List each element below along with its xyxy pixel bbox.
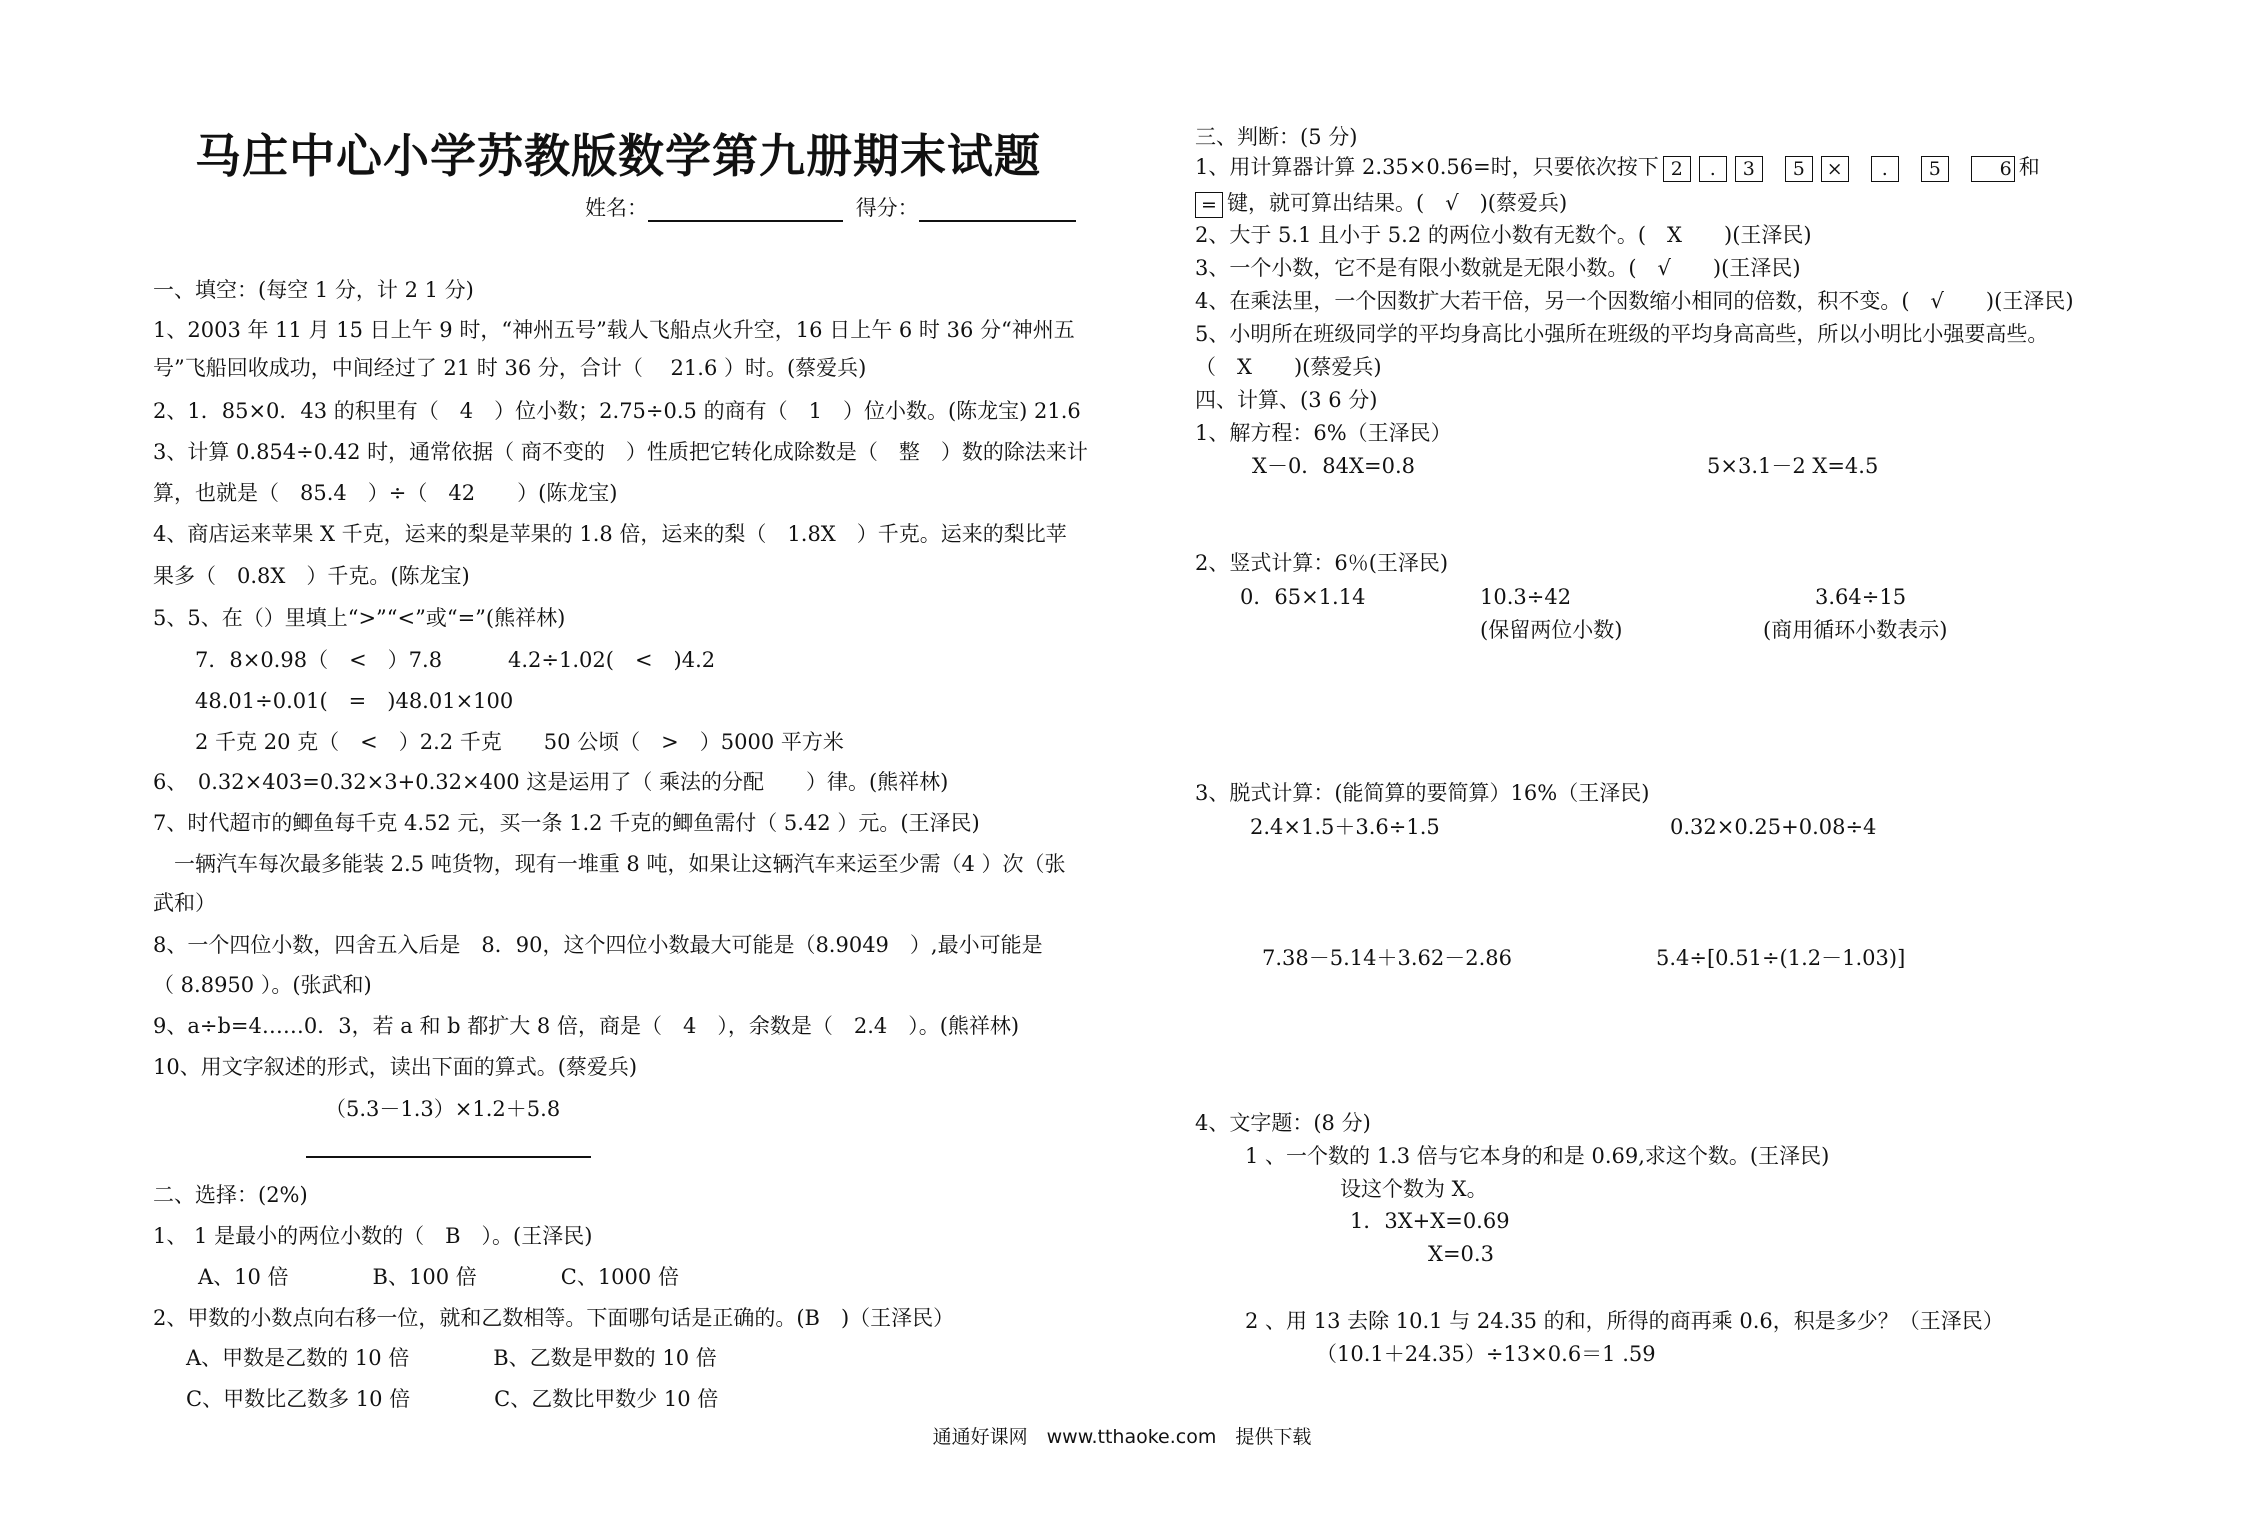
judge-2: 2、大于 5.1 且小于 5.2 的两位小数有无数个。( X )(王泽民)	[1195, 223, 1812, 247]
compute-3-b: 0.32×0.25+0.08÷4	[1670, 815, 1877, 839]
compute-2-b: 10.3÷42	[1480, 585, 1572, 609]
question-3-line-a: 3、计算 0.854÷0.42 时，通常依据（ 商不变的 ）性质把它转化成除数是（ 整 ）数的除法来计	[153, 440, 1088, 464]
judge-1-line-b	[1195, 188, 1567, 218]
word-2-answer: （10.1＋24.35）÷13×0.6＝1 .59	[1316, 1342, 1656, 1366]
word-1: 1 、一个数的 1.3 倍与它本身的和是 0.69,求这个数。(王泽民)	[1245, 1144, 1830, 1168]
name-score-line	[585, 192, 1076, 222]
question-7: 7、时代超市的鲫鱼每千克 4.52 元，买一条 1.2 千克的鲫鱼需付（ 5.42 ）元。(王泽民)	[153, 811, 980, 835]
compute-1: 1、解方程：6%（王泽民）	[1195, 421, 1452, 445]
judge-4: 4、在乘法里，一个因数扩大若干倍，另一个因数缩小相同的倍数，积不变。( √ )(王泽民)	[1195, 289, 2074, 313]
section-compute: 四、计算、(3 6 分)	[1195, 388, 1378, 412]
question-10-answer-line[interactable]	[306, 1156, 591, 1158]
name-field[interactable]	[648, 200, 843, 222]
question-6: 6、 0.32×403=0.32×3+0.32×400 这是运用了（ 乘法的分配 ）律。(熊祥林)	[153, 770, 949, 794]
calc-key-3: 3	[1735, 156, 1763, 182]
question-5-item-c: 48.01÷0.01( = )48.01×100	[195, 689, 514, 713]
question-3-line-b: 算，也就是（ 85.4 ）÷（ 42 ）(陈龙宝)	[153, 481, 618, 505]
judge-3: 3、一个小数，它不是有限小数就是无限小数。( √ )(王泽民)	[1195, 256, 1801, 280]
question-1-line-a: 1、2003 年 11 月 15 日上午 9 时，“神州五号”载人飞船点火升空，16 日上午 6 时 36 分“神州五	[153, 318, 1075, 342]
word-2: 2 、用 13 去除 10.1 与 24.35 的和，所得的商再乘 0.6，积是多少？（王泽民）	[1245, 1309, 2004, 1333]
calc-key-5: 5	[1785, 156, 1813, 182]
choice-2-options-a: A、甲数是乙数的 10 倍 B、乙数是甲数的 10 倍	[186, 1346, 717, 1370]
footer-credit: 通通好课网 www.tthaoke.com 提供下载	[932, 1426, 1312, 1448]
judge-5-line-b: （ X )(蔡爱兵)	[1195, 355, 1382, 379]
compute-3: 3、脱式计算：(能简算的要简算）16%（王泽民)	[1195, 781, 1650, 805]
choice-1: 1、 1 是最小的两位小数的（ B ）。(王泽民)	[153, 1224, 593, 1248]
name-label: 姓名：	[585, 196, 648, 220]
judge-1-text: 1、用计算器计算 2.35×0.56=时，只要依次按下	[1195, 155, 1659, 179]
section-judge: 三、判断：(5 分)	[1195, 125, 1358, 149]
question-7b-line-a: 一辆汽车每次最多能装 2.5 吨货物，现有一堆重 8 吨，如果让这辆汽车来运至少需（4 ）次（张	[153, 852, 1066, 876]
compute-2-b-note: (保留两位小数)	[1480, 618, 1623, 642]
compute-3-c: 7.38－5.14＋3.62－2.86	[1262, 946, 1513, 970]
section-choice: 二、选择：(2%)	[153, 1183, 308, 1207]
calc-key-2: 2	[1663, 156, 1691, 182]
calc-key-dot: .	[1699, 156, 1727, 182]
calc-key-times: ×	[1821, 156, 1849, 182]
word-1-step-b: 1．3X+X=0.69	[1350, 1209, 1510, 1233]
question-5-item-b: 4.2÷1.02( < )4.2	[508, 648, 716, 672]
compute-2-c: 3.64÷15	[1815, 585, 1907, 609]
compute-2-a: 0．65×1.14	[1240, 585, 1366, 609]
question-1-line-b: 号”飞船回收成功，中间经过了 21 时 36 分，合计（ 21.6 ）时。(蔡爱兵)	[153, 356, 867, 380]
word-1-step-c: X=0.3	[1428, 1242, 1494, 1266]
question-5-item-d: 2 千克 20 克（ < ）2.2 千克 50 公顷（ > ）5000 平方米	[195, 730, 844, 754]
judge-1-line-a	[1195, 152, 2040, 182]
question-5-item-a: 7．8×0.98（ < ）7.8	[195, 648, 443, 672]
word-1-step-a: 设这个数为 X。	[1340, 1177, 1488, 1201]
compute-3-a: 2.4×1.5＋3.6÷1.5	[1250, 815, 1440, 839]
question-10-expression: （5.3－1.3）×1.2＋5.8	[325, 1097, 561, 1121]
section-fill-in: 一、填空：(每空 1 分，计 2 1 分)	[153, 278, 474, 302]
judge-5-line-a: 5、小明所在班级同学的平均身高比小强所在班级的平均身高高些，所以小明比小强要高些。	[1195, 322, 2049, 346]
choice-1-options: A、10 倍 B、100 倍 C、1000 倍	[198, 1265, 679, 1289]
choice-2-options-b: C、甲数比乙数多 10 倍 C、乙数比甲数少 10 倍	[186, 1387, 719, 1411]
question-5: 5、5、在（）里填上“>”“<”或“=”(熊祥林)	[153, 606, 566, 630]
compute-3-d: 5.4÷[0.51÷(1.2－1.03)]	[1656, 946, 1906, 970]
question-2: 2、1．85×0．43 的积里有（ 4 ）位小数；2.75÷0.5 的商有（ 1 ）位小数。(陈龙宝) 21.6	[153, 399, 1081, 423]
compute-2: 2、竖式计算：6％(王泽民)	[1195, 551, 1449, 575]
calc-key-5b: 5	[1921, 156, 1949, 182]
question-8-line-a: 8、一个四位小数，四舍五入后是 8．90，这个四位小数最大可能是（8.9049 ）,最小可能是	[153, 933, 1043, 957]
question-7b-line-b: 武和）	[153, 891, 216, 915]
judge-1-text-b: 键，就可算出结果。( √ )(蔡爱兵)	[1227, 191, 1568, 215]
page-title: 马庄中心小学苏教版数学第九册期末试题	[195, 129, 1041, 183]
section-word: 4、文字题：(8 分)	[1195, 1111, 1371, 1135]
question-4-line-b: 果多（ 0.8X ）千克。(陈龙宝)	[153, 564, 470, 588]
score-field[interactable]	[919, 200, 1076, 222]
choice-2: 2、甲数的小数点向右移一位，就和乙数相等。下面哪句话是正确的。(B )（王泽民）	[153, 1306, 955, 1330]
judge-1-and: 和	[2018, 155, 2040, 179]
compute-1-eq-b: 5×3.1－2 X=4.5	[1707, 454, 1879, 478]
calc-key-equals: =	[1195, 192, 1223, 218]
question-4-line-a: 4、商店运来苹果 X 千克，运来的梨是苹果的 1.8 倍，运来的梨（ 1.8X ）千克。运来的梨比苹	[153, 522, 1067, 546]
question-8-line-b: （ 8.8950 ）。(张武和)	[153, 973, 372, 997]
calc-key-6: 6	[1971, 156, 2015, 182]
score-label: 得分：	[855, 196, 919, 220]
calc-key-dot-2: .	[1871, 156, 1899, 182]
question-10: 10、用文字叙述的形式，读出下面的算式。(蔡爱兵)	[153, 1055, 638, 1079]
question-9: 9、a÷b=4……0．3，若 a 和 b 都扩大 8 倍，商是（ 4 ），余数是（ 2.4 ）。(熊祥林)	[153, 1014, 1020, 1038]
compute-1-eq-a: X－0．84X=0.8	[1252, 454, 1415, 478]
compute-2-c-note: (商用循环小数表示)	[1763, 618, 1948, 642]
